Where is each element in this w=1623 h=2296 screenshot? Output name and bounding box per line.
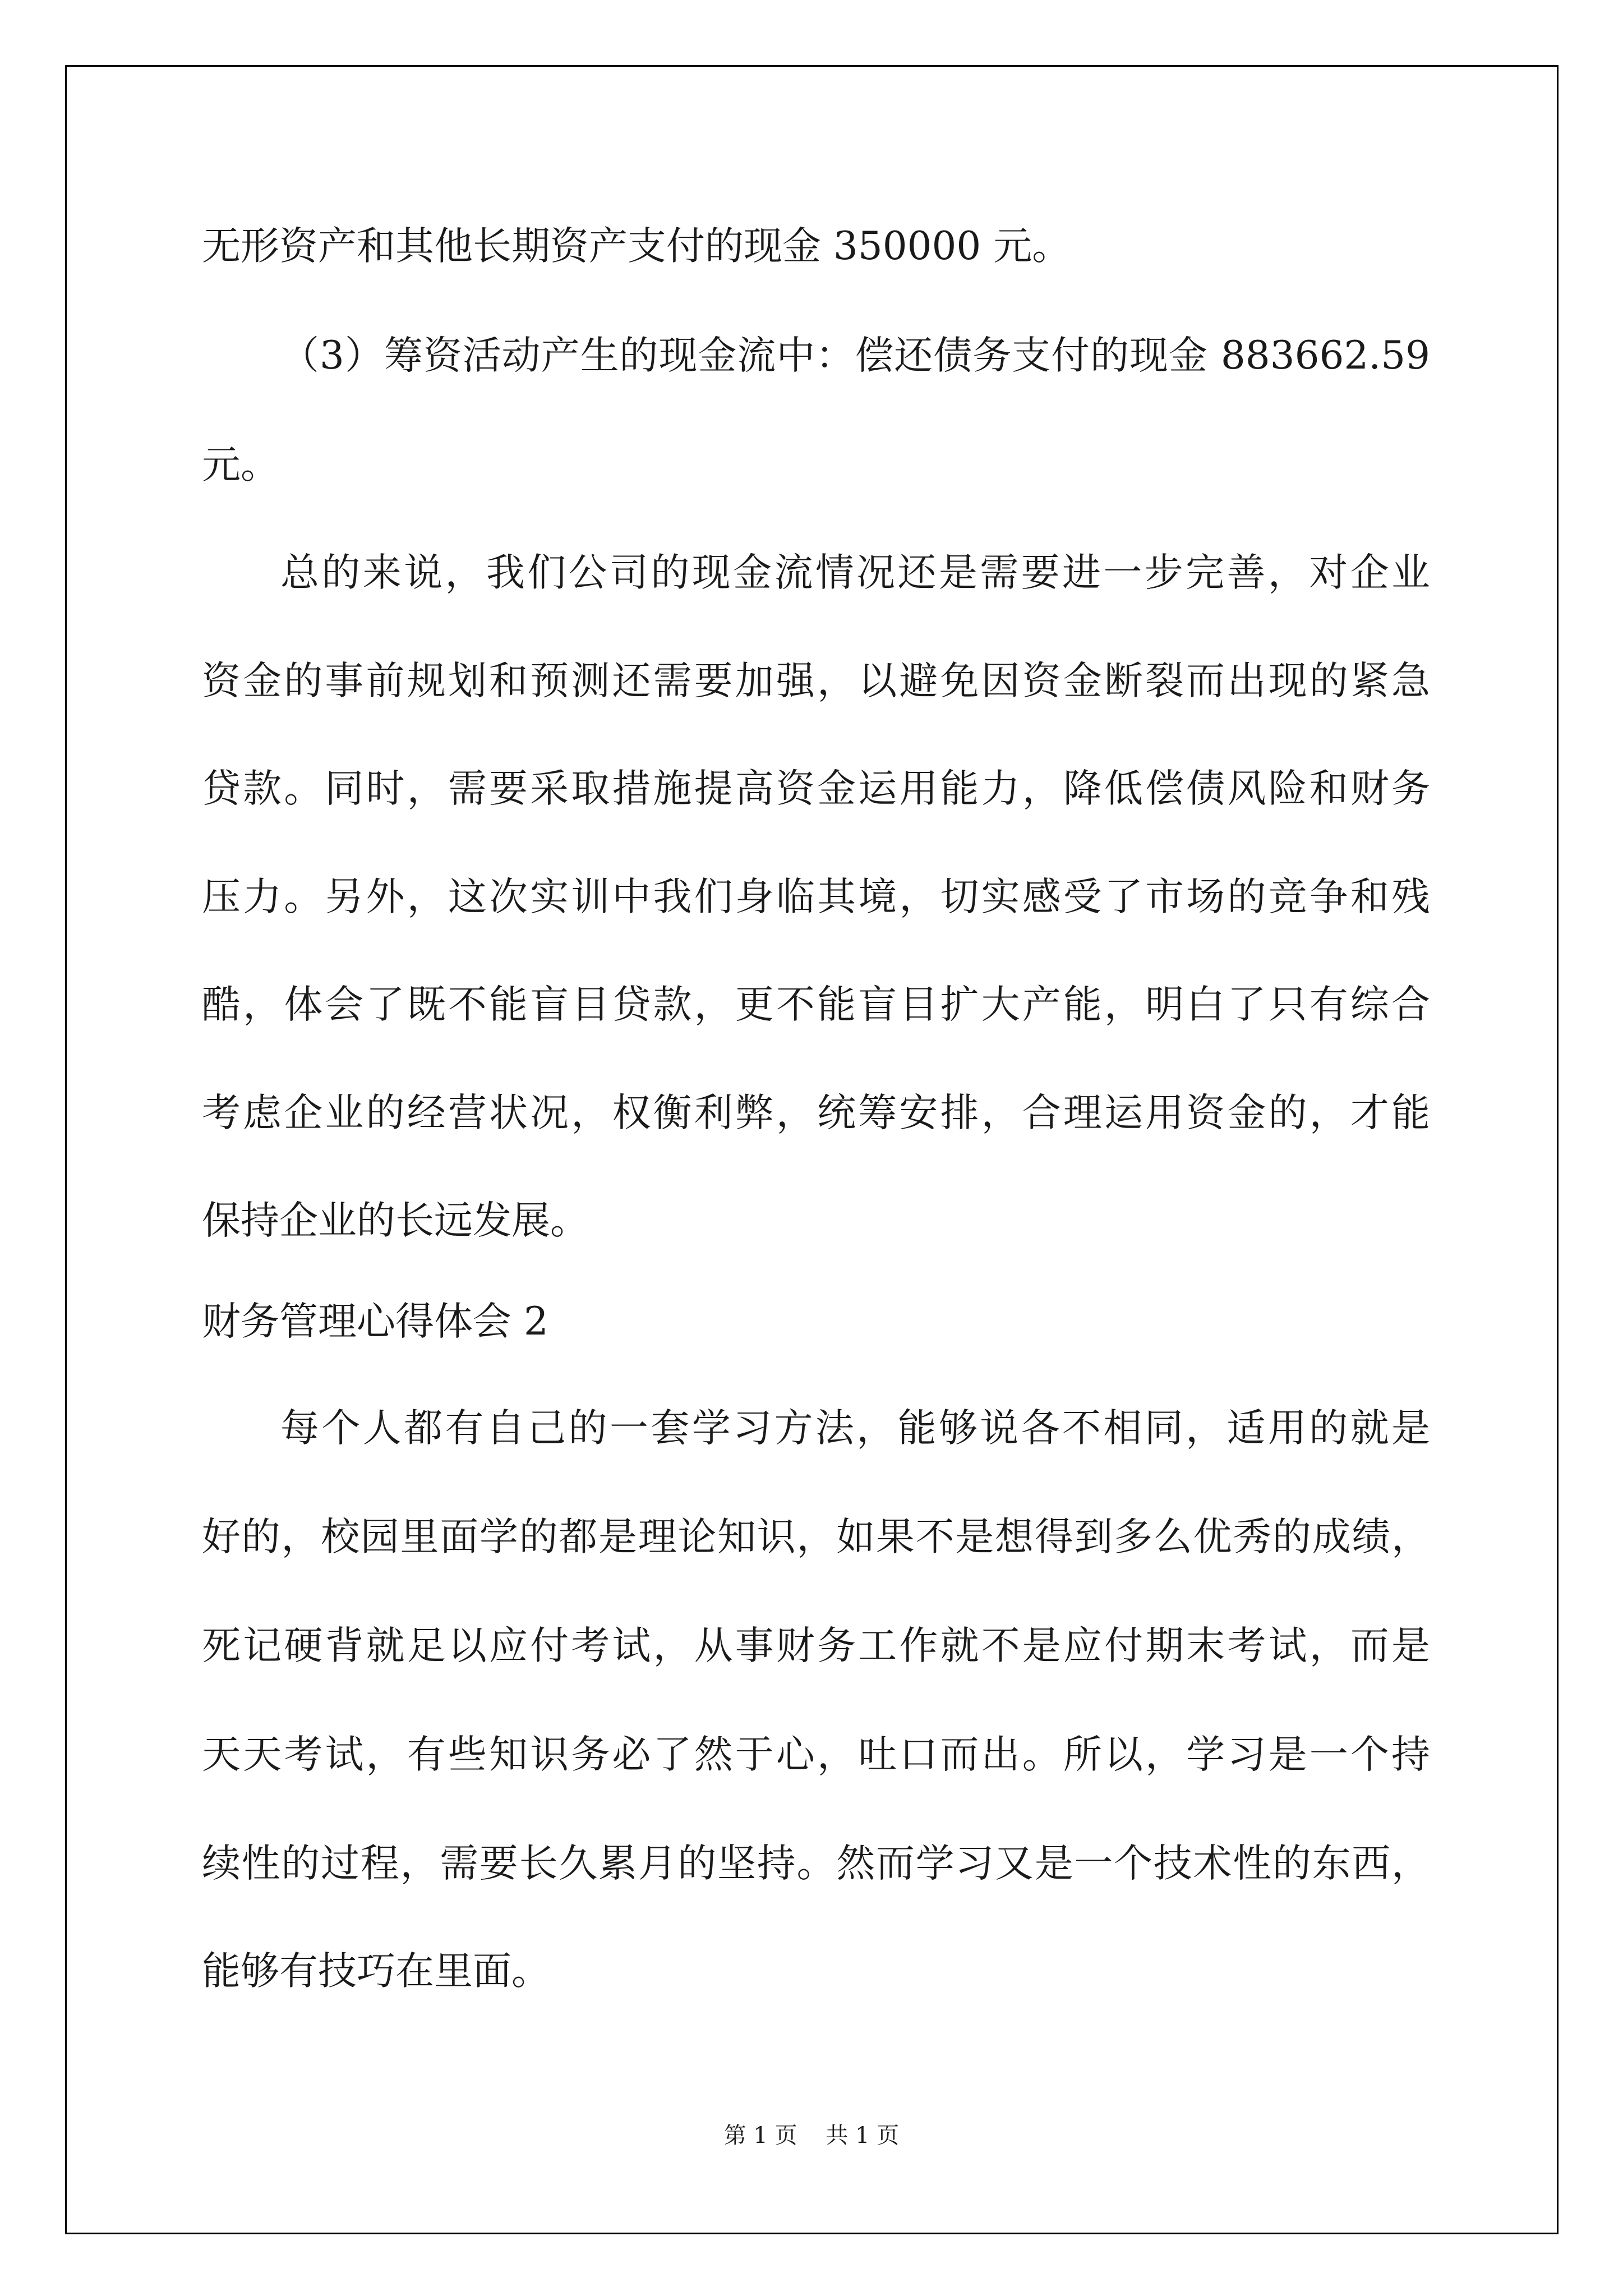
paragraph-line: 总的来说，我们公司的现金流情况还是需要进一步完善，对企业 [280, 550, 1430, 595]
page-footer: 第 1 页 共 1 页 [723, 2123, 900, 2148]
paragraph-line: 死记硬背就足以应付考试，从事财务工作就不是应付期末考试，而是 [202, 1623, 1430, 1668]
paragraph-line: 每个人都有自己的一套学习方法，能够说各不相同，适用的就是 [280, 1406, 1430, 1451]
paragraph-line: 资金的事前规划和预测还需要加强，以避免因资金断裂而出现的紧急 [202, 659, 1430, 703]
paragraph-line: 元。 [202, 443, 279, 487]
paragraph-line: （3）筹资活动产生的现金流中：偿还债务支付的现金 883662.59 [280, 333, 1430, 378]
paragraph-line: 天天考试，有些知识务必了然于心，吐口而出。所以，学习是一个持 [202, 1732, 1430, 1777]
paragraph-line: 酷，体会了既不能盲目贷款，更不能盲目扩大产能，明白了只有综合 [202, 982, 1430, 1027]
paragraph-line: 好的，校园里面学的都是理论知识，如果不是想得到多么优秀的成绩， [202, 1515, 1430, 1559]
paragraph-line: 保持企业的长远发展。 [202, 1198, 589, 1243]
section-heading: 财务管理心得体会 2 [202, 1299, 548, 1344]
paragraph-line: 无形资产和其他长期资产支付的现金 350000 元。 [202, 224, 1071, 269]
paragraph-line: 压力。另外，这次实训中我们身临其境，切实感受了市场的竞争和残 [202, 875, 1430, 919]
paragraph-line: 考虑企业的经营状况，权衡利弊，统筹安排，合理运用资金的，才能 [202, 1091, 1430, 1135]
paragraph-line: 能够有技巧在里面。 [202, 1949, 550, 1994]
paragraph-line: 贷款。同时，需要采取措施提高资金运用能力，降低偿债风险和财务 [202, 766, 1430, 811]
page-frame [65, 65, 1559, 2234]
paragraph-line: 续性的过程，需要长久累月的坚持。然而学习又是一个技术性的东西， [202, 1841, 1430, 1886]
